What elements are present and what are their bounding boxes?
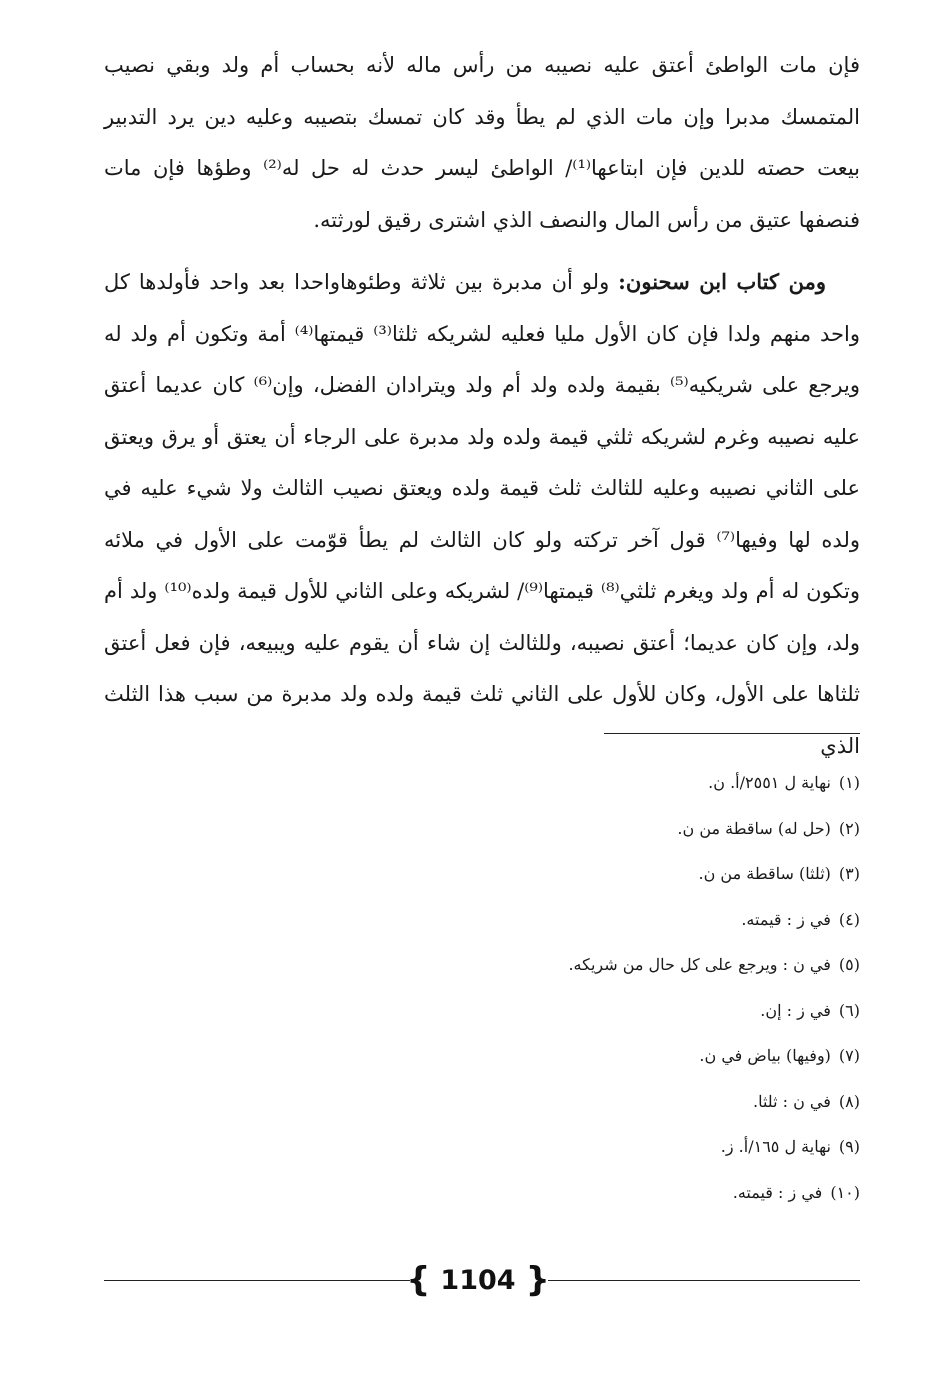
footnote-number: (١)	[838, 773, 860, 792]
footer-rule-right	[548, 1280, 860, 1281]
footnote-number: (٢)	[838, 818, 860, 838]
footnote-item	[380, 1079, 860, 1125]
footnote-text: (حل له) ساقطة من ن.	[677, 818, 831, 838]
page-number: 1104	[440, 1264, 516, 1296]
footnote-item	[380, 851, 860, 897]
footnote-text: في ن : ويرجع على كل حال من شريكه.	[568, 955, 831, 974]
paragraph-1: فإن مات الواطئ أعتق عليه نصيبه من رأس ماله لأنه بحساب أم ولد وبقي نصيب المتمسك مدبرا وإن مات الذي لم يطأ وقد كان تمسك بتصيبه وعليه دين يرد التدبير بيعت حصته للدين فإن ابتاعها⁽¹⁾/ الواطئ ليسر حدث له حل له⁽²⁾ وطؤها فإن مات فنصفها عتيق من رأس المال والنصف الذي اشترى رقيق لورثته.	[104, 53, 860, 232]
footnote-text: (ثلثا) ساقطة من ن.	[698, 864, 831, 883]
page-number-block	[406, 1256, 550, 1304]
footnote-number: (٧)	[838, 1046, 860, 1065]
left-brace: {	[406, 1260, 431, 1300]
paragraph-2	[104, 256, 860, 772]
footnote-text: في ز : قيمته.	[732, 1182, 823, 1202]
footnote-text: (وفيها) بياض في ن.	[699, 1046, 831, 1065]
footnote-item	[380, 806, 860, 852]
footnote-text: في ز : قيمته.	[741, 909, 831, 929]
footnote-number: (٥)	[838, 955, 860, 974]
footnote-item	[380, 988, 860, 1034]
footnote-number: (١٠)	[830, 1182, 860, 1202]
footnote-number: (٦)	[838, 1000, 860, 1020]
footnote-number: (٤)	[838, 909, 860, 929]
footnote-text: في ز : إن.	[760, 1000, 831, 1020]
footnote-text: نهاية ل ١٦٥/أ. ز.	[720, 1137, 831, 1156]
footnote-separator	[604, 733, 860, 734]
footnote-item	[380, 1033, 860, 1079]
footnote-item	[380, 1170, 860, 1216]
footnote-item	[380, 760, 860, 806]
main-text	[104, 40, 860, 772]
paragraph-2-lead: ومن كتاب ابن سحنون:	[618, 269, 826, 294]
paragraph-2-text: ولو أن مدبرة بين ثلاثة وطئوهاواحدا بعد واحد فأولدها كل واحد منهم ولدا فإن كان الأول مليا فعليه لشريكه ثلثا⁽³⁾ قيمتها⁽⁴⁾ أمة وتكون أم ولد له ويرجع على شريكيه⁽⁵⁾ بقيمة ولده ولد أم ولد ويترادان الفضل، وإن⁽⁶⁾ كان عديما أعتق عليه نصيبه وغرم لشريكه ثلثي قيمة ولده ولد مدبرة على الرجاء أن يعتق أو يرق ويعتق على الثاني نصيبه وعليه للثالث ثلث قيمة ولده ويعتق نصيب الثالث ولا شيء عليه في ولده لها وفيها⁽⁷⁾ قول آخر تركته ولو كان الثالث لم يطأ قوّمت على الأول في ملائه وتكون له أم ولد ويغرم ثلثي⁽⁸⁾ قيمتها⁽⁹⁾/ لشريكه وعلى الثاني للأول قيمة ولده⁽¹⁰⁾ ولد أم ولد، وإن كان عديما؛ أعتق نصيبه، وللثالث إن شاء أن يقوم عليه ويبيعه، فإن فعل أعتق ثلثاها على الأول، وكان للأول على الثاني ثلث قيمة ولده ولد مدبرة من سبب هذا الثلث الذي	[104, 270, 861, 758]
footnotes	[380, 760, 860, 1215]
footnote-item	[380, 942, 860, 988]
footer-rule-left	[104, 1280, 410, 1281]
footnote-text: نهاية ل ٢٥٥١/أ. ن.	[708, 773, 831, 792]
footnote-number: (٨)	[838, 1091, 860, 1111]
footnote-number: (٩)	[838, 1137, 860, 1156]
footnote-item	[380, 1124, 860, 1170]
footnote-item	[380, 897, 860, 943]
right-brace: }	[525, 1260, 550, 1300]
footnote-text: في ن : ثلثا.	[752, 1091, 831, 1111]
footnote-number: (٣)	[838, 864, 860, 883]
